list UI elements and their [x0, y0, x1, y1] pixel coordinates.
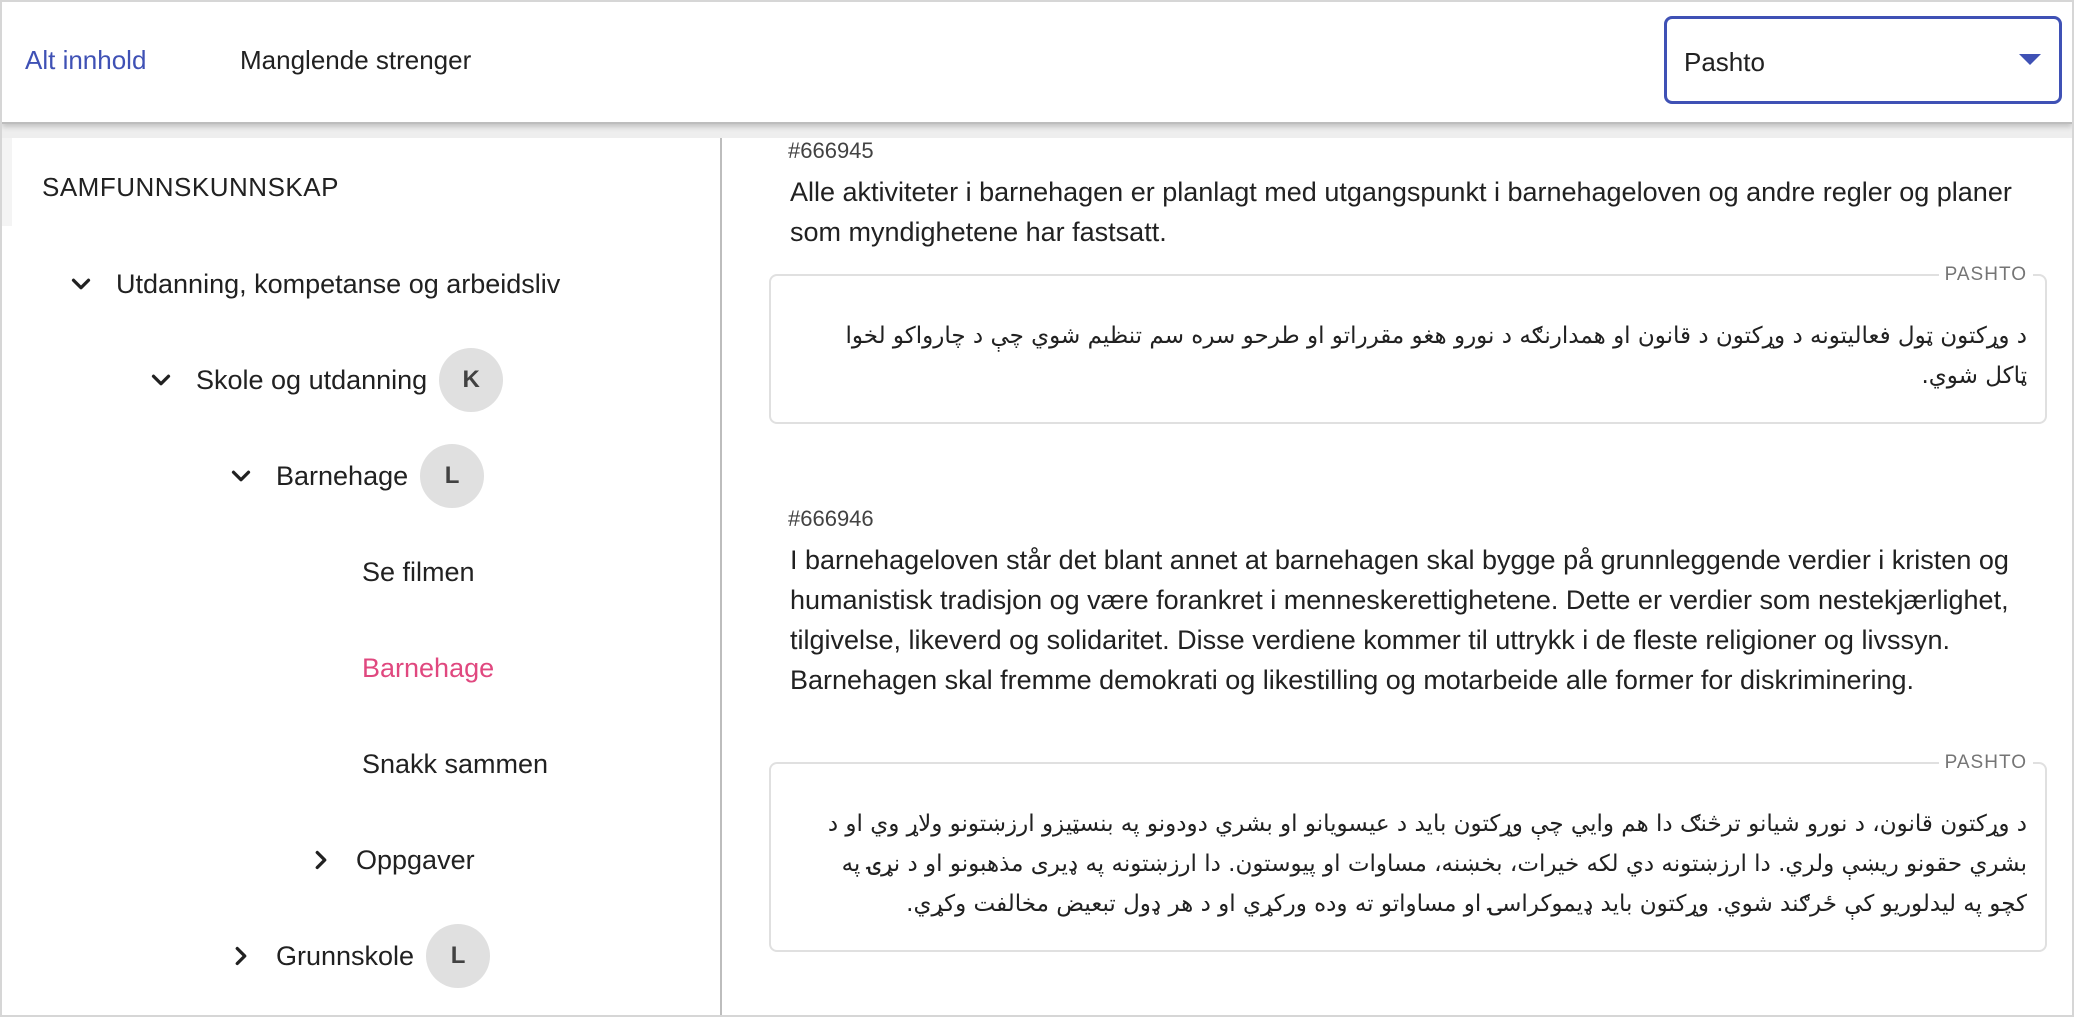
tree-item-oppgaver[interactable] — [306, 828, 475, 892]
translation-field[interactable] — [769, 264, 2047, 424]
chevron-down-icon[interactable] — [146, 365, 176, 395]
divider-strip — [2, 124, 2072, 138]
tree-item-utdanning[interactable] — [66, 252, 560, 316]
translation-text[interactable]: د وړکتون قانون، د نورو شیانو ترڅنګ دا هم وايي چې وړکتون باید د عیسویانو او بشري دودونو په بنسټیزو ارزښتونو ولاړ وي او د بشري حقونو ریښې ولري. دا ارزښتونه دي لکه خیرات، بخښنه، مساوات او پیوستون. دا ارزښتونه په ډیری مذهبونو او د نړۍ په کچو په لیدلوریو کې ځرګند شوي. وړکتون باید ډیموکراسۍ او مساواتو ته وده ورکړي او د هر ډول تبعیض مخالفت وکړي. — [827, 811, 2027, 917]
language-select-value: Pashto — [1684, 47, 1765, 77]
section-title: SAMFUNNSKUNNSKAP — [42, 172, 339, 202]
tree-item-label: Snakk sammen — [362, 749, 549, 779]
tree-item-grunnskole[interactable] — [226, 924, 490, 988]
tree-item-label: Utdanning, kompetanse og arbeidsliv — [116, 269, 561, 299]
level-badge: K — [439, 348, 503, 412]
translation-label: PASHTO — [1939, 752, 2033, 774]
tree-item-snakk-sammen[interactable] — [362, 732, 548, 796]
tab-missing-strings[interactable]: Manglende strenger — [240, 45, 472, 75]
sidebar-tree — [2, 138, 722, 1017]
source-text: I barnehageloven står det blant annet at barnehagen skal bygge på grunnleggende verdier i kristen og humanistisk tradisjon og være forankret i menneskerettighetene. Dette er verdier som nestekjærlighet, tilgivelse, likeverd og solidaritet. Disse verdiene kommer til uttrykk i de fleste religioner og livssyn. Barnehagen skal fremme demokrati og likestilling og motarbeide alle former for diskriminering. — [790, 545, 2009, 695]
tree-item-se-filmen[interactable] — [362, 540, 475, 604]
content-panel — [724, 138, 2072, 1017]
tree-item-skole[interactable] — [146, 348, 503, 412]
tab-all-content[interactable]: Alt innhold — [25, 45, 147, 75]
translation-text[interactable]: د وړکتون ټول فعالیتونه د وړکتون د قانون او همدارنګه د نورو هغو مقرراتو او طرحو سره سم تنظیم شوي چې د چارواکو لخوا ټاکل شوي. — [845, 323, 2027, 389]
entry-id: #666946 — [788, 506, 874, 531]
translation-field[interactable] — [769, 752, 2047, 952]
entry-id: #666945 — [788, 138, 874, 163]
translation-label: PASHTO — [1939, 264, 2033, 286]
tree-item-label: Grunnskole — [276, 941, 415, 971]
chevron-right-icon[interactable] — [226, 941, 256, 971]
sidebar-edge — [2, 138, 12, 226]
tree-item-label: Barnehage — [362, 653, 495, 683]
source-text: Alle aktiviteter i barnehagen er planlagt med utgangspunkt i barnehageloven og andre regler og planer som myndighetene har fastsatt. — [790, 177, 2012, 247]
tree-item-barnehage-group[interactable] — [226, 444, 484, 508]
level-badge: L — [426, 924, 490, 988]
tree-item-label: Oppgaver — [356, 845, 475, 875]
chevron-down-icon[interactable] — [226, 461, 256, 491]
chevron-down-icon[interactable] — [66, 269, 96, 299]
language-select[interactable] — [1664, 16, 2062, 104]
level-badge: L — [420, 444, 484, 508]
top-bar — [2, 2, 2072, 124]
tree-item-label: Skole og utdanning — [196, 365, 428, 395]
chevron-right-icon[interactable] — [306, 845, 336, 875]
tree-item-barnehage-selected[interactable] — [362, 636, 494, 700]
tree-item-label: Se filmen — [362, 557, 475, 587]
caret-down-icon — [2019, 54, 2041, 65]
tree-item-label: Barnehage — [276, 461, 409, 491]
